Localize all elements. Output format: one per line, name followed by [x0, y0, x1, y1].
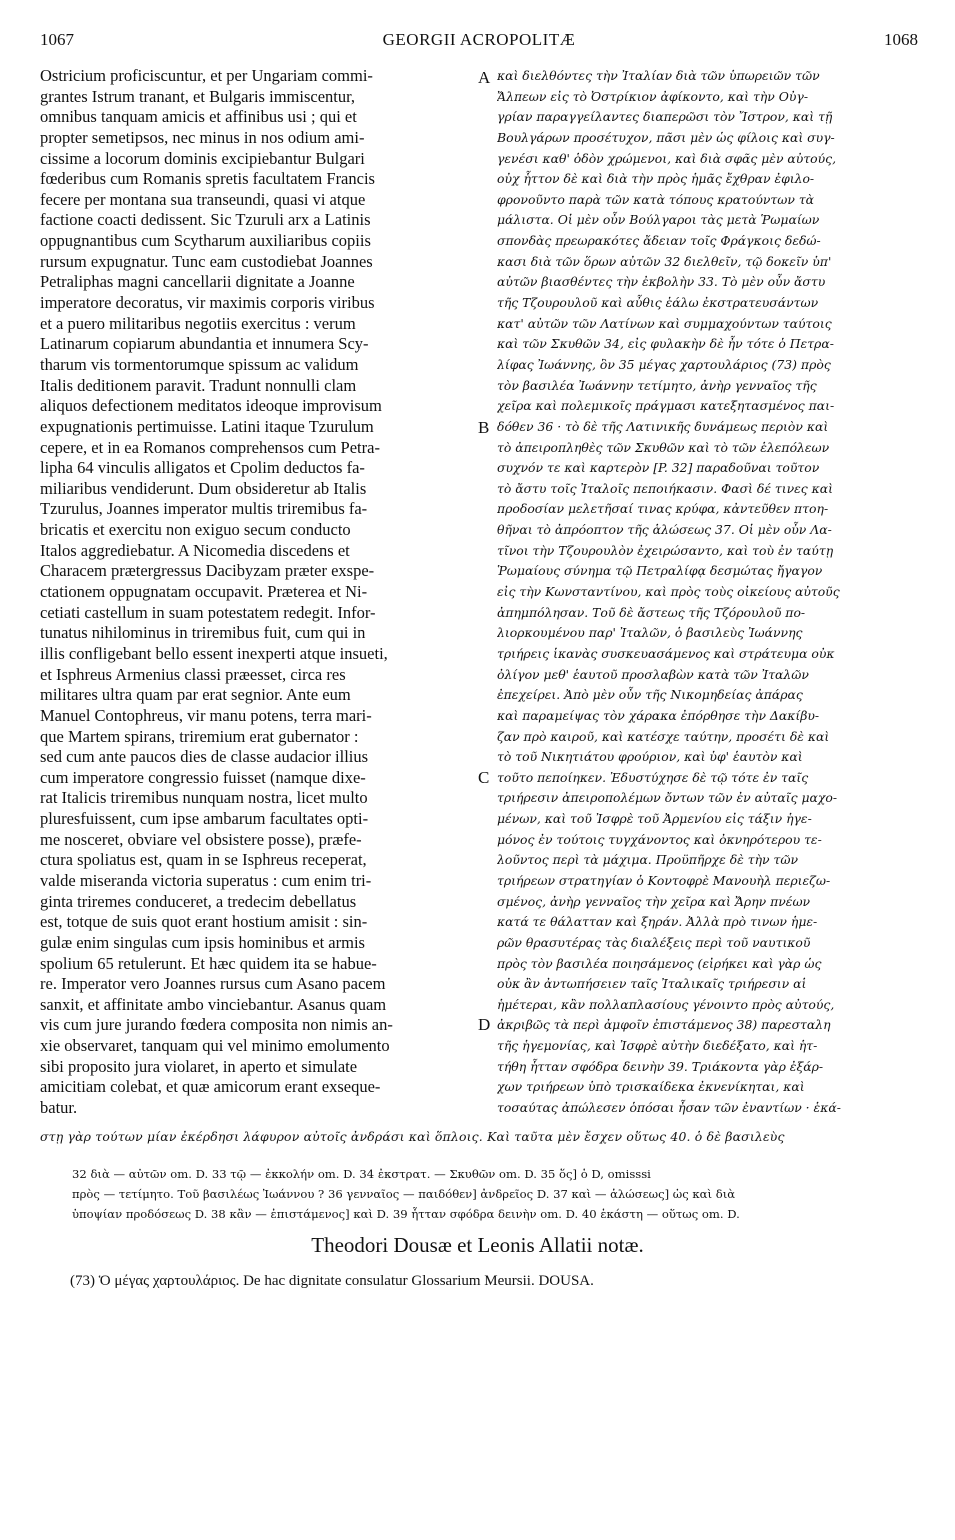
- latin-text-line: Ostricium proficiscuntur, et per Ungariam commi-: [40, 66, 373, 85]
- latin-text-line: miliaribus vendiderunt. Dum obsideretur ab Italis: [40, 478, 367, 498]
- greek-text-line: καὶ παραμείψας τὸν χάρακα ἐπόρθησε τὴν Δακίβυ-: [497, 707, 820, 723]
- greek-text-line: εἰς τὴν Κωνσταντίνου, καὶ πρὸς τοὺς οἰκείους αὐτοῦς: [497, 584, 840, 600]
- notes-heading: Theodori Dousæ et Leonis Allatii notæ.: [311, 1233, 644, 1257]
- latin-text-line: batur.: [40, 1098, 78, 1118]
- latin-text-line: sibi proposito jura violaret, in aperto et simulate: [40, 1056, 358, 1076]
- running-title: GEORGII ACROPOLITÆ: [382, 30, 576, 49]
- latin-text-line: Petraliphas magni cancellarii dignitate a Joanne: [40, 272, 355, 292]
- latin-text-line: vis cum jure jurando fœdera composita non nimis an-: [40, 1015, 393, 1035]
- greek-text-line: ὀλίγον μεθ' ἑαυτοῦ προσλαβὼν κατὰ τῶν Ἰταλῶν: [497, 666, 809, 682]
- latin-text-line: xie observaret, tanquam qui vel minimo emolumento: [40, 1036, 390, 1056]
- latin-text-line: ctura spoliatus est, quam in se Isphreus receperat,: [40, 850, 367, 870]
- latin-text-line: que Martem spirans, triremium erat gubernator :: [40, 726, 359, 746]
- latin-text-line: me nosceret, obviare vel obsistere posse), præfe-: [40, 829, 362, 849]
- greek-text-line: Ῥωμαίους σύνημα τῷ Πετραλίφᾳ δεσμώτας ἤγαγον: [497, 563, 823, 579]
- latin-text-line: omnibus tanquam amicis et affinibus usi ; qui et: [40, 107, 357, 127]
- greek-text-line: αὐτῶν βιασθέντες τὴν ἐκβολὴν 33. Τὸ μὲν οὖν ἄστυ: [497, 274, 826, 290]
- latin-text-line: lipha 64 vinculis alligatos et Cpolim deductos fa-: [40, 458, 365, 478]
- greek-text-line: τῆς Τζουρουλοῦ καὶ αὖθις ἑάλω ἐκστρατευσάντων: [497, 295, 819, 311]
- greek-text-line: τὸ τοῦ Νικητιάτου φρούριον, καὶ ὑφ' ἑαυτὸν καὶ: [497, 749, 803, 765]
- footnote-line: πρὸς — τετίμητο. Τοῦ βασιλέως Ἰωάννου ? 36 γενναῖος — παιδόθεν] ἀνδρεῖος D. 37 καὶ — ἁλώσεως] ὡς καὶ διὰ: [72, 1187, 736, 1201]
- greek-text-line: Ἄλπεων εἰς τὸ Ὀστρίκιον ἀφίκοντο, καὶ τὴν Οὐγ-: [497, 88, 809, 104]
- footnotes: [72, 1164, 922, 1224]
- greek-text-line: κατά τε θάλατταν καὶ ξηράν. Ἀλλὰ πρὸ τινων ἡμε-: [497, 914, 818, 930]
- greek-text-line: πρὸς τὸν βασιλέα ποιησάμενος (εἰρήκει καὶ γὰρ ὡς: [497, 955, 822, 971]
- margin-marker-c: C: [478, 768, 490, 787]
- greek-text-line: τὸ ἀπειροπληθὲς τῶν Σκυθῶν καὶ τὸ τῶν ἑλεπόλεων: [497, 439, 830, 455]
- greek-text-line: φρονοῦντο παρὰ τῶν κατὰ τόπους κρατούντων τὰ: [497, 191, 815, 207]
- greek-text-line: οὐκ ἂν ἀντωπήσειεν ταῖς Ἰταλικαῖς τριήρεσιν αἱ: [497, 976, 807, 992]
- latin-text-line: ginta triremes conduceret, a tredecim debellatus: [40, 891, 357, 911]
- latin-text-line: amicitiam colebat, et quæ amicorum erant exseque-: [40, 1077, 381, 1097]
- greek-text-line: δόθεν 36 · τὸ δὲ τῆς Λατινικῆς δυνάμεως περιὸν καὶ: [497, 418, 829, 434]
- latin-text-line: Tzurulus, Joannes imperator multis triremibus fa-: [40, 499, 368, 519]
- latin-text-line: cum imperatore congressio fuisset (namque dixe-: [40, 767, 366, 787]
- greek-text-line: χεῖρα καὶ πολεμικοῖς πράγμασι κατεξητασμένος παι-: [497, 398, 835, 414]
- editor-note: (73) Ὁ μέγας χαρτουλάριος. De hac dignitate consulatur Glossarium Meursii. DOUSA.: [70, 1273, 594, 1289]
- greek-text-line: σμένος, ἀνὴρ γενναῖος τὴν χεῖρα καὶ Ἄρην πνέων: [497, 893, 811, 909]
- latin-text-line: et Isphreus Armenius classi præesset, circa res: [40, 664, 346, 684]
- greek-column: [497, 66, 921, 1119]
- greek-text-line: τοῦτο πεποίηκεν. Ἐδυστύχησε δὲ τῷ τότε ἐν ταῖς: [497, 769, 809, 785]
- greek-text-line: προδοσίαν μελετῆσαί τινας κρύφα, κἀντεῦθεν πτοη-: [497, 501, 829, 517]
- latin-text-line: oppugnantibus cum Scytharum auxiliaribus copiis: [40, 231, 371, 251]
- greek-text-line: καὶ διελθόντες τὴν Ἰταλίαν διὰ τῶν ὑπωρειῶν τῶν: [497, 68, 820, 83]
- latin-text-line: illis confligebant bello essent inexperti atque insueti,: [40, 643, 388, 663]
- greek-text-line: ἀκριβῶς τὰ περὶ ἀμφοῖν ἐπιστάμενος 38) παρεσταλη: [497, 1017, 831, 1033]
- greek-text-line: λοῦντος περὶ τὰ μάχιμα. Προϋπῆρχε δὲ τὴν τῶν: [497, 852, 799, 868]
- latin-column: [40, 66, 472, 1119]
- latin-text-line: fœderibus cum Romanis spretis facultatem Francis: [40, 169, 375, 189]
- greek-text-line: τῖνοι τὴν Τζουρουλὸν ἐχειρώσαντο, καὶ τοὺ ἐν ταύτῃ: [497, 542, 834, 558]
- greek-text-line: τὸ ἄστυ τοῖς Ἰταλοῖς πεποιήκασιν. Φασὶ δέ τινες καὶ: [497, 480, 834, 496]
- latin-text-line: tunatus nihilominus in triremibus fuit, cum qui in: [40, 623, 366, 643]
- footnote-line: ὑποψίαν προδόσεως D. 38 κἂν — ἐπιστάμενος] καὶ D. 39 ἧτταν σφόδρα δεινὴν om. D. 40 ἑκάστη — οὕτως om. D.: [72, 1207, 740, 1221]
- greek-text-line: ρῶν θρασυτέρας τὰς διαλέξεις περὶ τοῦ ναυτικοῦ: [497, 934, 811, 950]
- greek-text-line: λιορκουμένου παρ' Ἰταλῶν, ὁ βασιλεὺς Ἰωάννης: [497, 625, 803, 641]
- latin-text-line: est, totque de suis quot erant hostium amisit : sin-: [40, 912, 368, 932]
- latin-text-line: propter semetipsos, nec minus in nos odium ami-: [40, 127, 365, 147]
- latin-text-line: bricatis et exercitu non exiguo secum conducto: [40, 520, 351, 540]
- latin-text-line: sanxit, et affinitate ambo vinciebantur. Asanus quam: [40, 994, 387, 1014]
- greek-text-line: τριήρεις ἱκανὰς συσκευασάμενος καὶ στράτευμα οὐκ: [497, 645, 835, 661]
- latin-text-line: cetiati castellum in suam potestatem redegit. Infor-: [40, 602, 376, 622]
- greek-text-line: ζαν πρὸ καιροῦ, καὶ κατέσχε ταύτην, προσέτι δὲ καὶ: [497, 728, 830, 744]
- latin-text-line: cissime a locorum dominis excipiebantur Bulgari: [40, 148, 365, 168]
- margin-marker-a: A: [478, 68, 491, 87]
- greek-text-line: καὶ τῶν Σκυθῶν 34, εἰς φυλακὴν δὲ ἦν τότε ὁ Πετρα-: [497, 336, 834, 352]
- latin-text-line: militares ultra quam par erat segnior. Ante eum: [40, 685, 351, 705]
- greek-text-line: τῆς ἡγεμονίας, καὶ Ἰσφρὲ αὐτὴν διεδέξατο, καὶ ἡτ-: [497, 1038, 818, 1054]
- latin-text-line: rursum expugnatur. Tunc eam custodiebat Joannes: [40, 251, 373, 271]
- latin-text-line: factione coacti dedissent. Sic Tzuruli arx a Latinis: [40, 210, 371, 230]
- margin-marker-b: B: [478, 418, 490, 437]
- greek-text-line: ἡμέτεραι, κἂν πολλαπλασίους γένοιντο πρὸς αὐτούς,: [497, 996, 835, 1012]
- latin-text-line: cepere, et in ea Romanos comprehensos cum Petra-: [40, 437, 380, 457]
- left-page-number: 1067: [40, 30, 74, 49]
- greek-text-line: λίφας Ἰωάννης, ὃν 35 μέγας χαρτουλάριος (73) πρὸς: [497, 356, 831, 372]
- greek-text-line: Βουλγάρων προσέτυχον, πᾶσι μὲν ὡς φίλοις καὶ συγ-: [497, 129, 835, 145]
- latin-text-line: grantes Istrum tranant, et Bulgaris immiscentur,: [40, 86, 356, 106]
- greek-text-line: κατ' αὐτῶν τῶν Λατίνων καὶ συμμαχούντων ταύτοις: [497, 315, 832, 331]
- latin-text-line: Italis deditionem paravit. Tradunt nonnulli clam: [40, 375, 357, 395]
- footnote-line: 32 διὰ — αὐτῶν om. D. 33 τῷ — ἐκκολήν om. D. 34 ἐκστρατ. — Σκυθῶν om. D. 35 ὅς] ὁ D, omisssi: [72, 1167, 651, 1181]
- latin-text-line: pluresfuissent, cum ipse ambarum facultates opti-: [40, 809, 369, 829]
- greek-text-line: τὸν βασιλέα Ἰωάννην τετίμητο, ἀνὴρ γενναῖος τῆς: [497, 377, 817, 393]
- running-header: [40, 30, 918, 56]
- greek-text-line: ἐπεχείρει. Ἀπὸ μὲν οὖν τῆς Νικομηδείας ἀπάρας: [497, 687, 803, 703]
- greek-text-line: συχνόν τε καὶ καρτερὸν [P. 32] παραδοῦναι τοῦτον: [497, 460, 820, 476]
- greek-text-line: θῆναι τὸ ἀπρόοπτον τῆς ἁλώσεως 37. Οἱ μὲν οὖν Λα-: [497, 522, 832, 538]
- latin-text-line: ctationem oppugnatam occupavit. Præterea et Ni-: [40, 582, 368, 602]
- greek-text-line: κασι διὰ τῶν ὅρων αὐτῶν 32 διελθεῖν, τῷ δοκεῖν ὑπ': [497, 253, 832, 269]
- latin-text-line: sed cum ante paucos dies de classe audacior illius: [40, 747, 369, 767]
- greek-text-line: ἀπημπόλησαν. Τοῦ δὲ ἄστεως τῆς Τζόρουλοῦ πο-: [497, 604, 806, 620]
- latin-text-line: re. Imperator vero Joannes rursus cum Asano pacem: [40, 974, 386, 994]
- latin-text-line: rat Italicis triremibus nunquam nostra, licet multo: [40, 788, 368, 808]
- greek-text-line: γρίαν παραγγείλαντες διαπερῶσι τὸν Ἴστρον, καὶ τῇ: [497, 109, 833, 125]
- greek-text-line: μόνος ἐν τούτοις τυγχάνοντος καὶ ὀκνηρότερου τε-: [497, 831, 822, 847]
- latin-text-line: et a puero militaribus negotiis exercitus : verum: [40, 313, 356, 333]
- latin-text-line: valde miseranda victoria superatus : cum enim tri-: [40, 870, 372, 890]
- latin-text-line: spolium 65 retulerunt. Et hæc quidem ita se habue-: [40, 953, 377, 973]
- greek-text-line: μένων, καὶ τοῦ Ἰσφρὲ τοῦ Ἀρμενίου εἰς τάξιν ἡγε-: [497, 811, 812, 827]
- latin-text-line: aliquos defectionem meditatos ideoque improvisum: [40, 396, 382, 416]
- greek-text-line: γενέσι καθ' ὁδὸν χρώμενοι, καὶ διὰ σφᾶς μὲν αὐτούς,: [497, 150, 837, 166]
- latin-text-line: imperatore decoratus, vir maximis corporis viribus: [40, 293, 375, 313]
- latin-text-line: Latinarum copiarum abundantia et innumera Scy-: [40, 334, 369, 354]
- greek-text-line: τριήρεων στρατηγίαν ὁ Κοντοφρὲ Μανουὴλ περιεζω-: [497, 872, 831, 888]
- greek-text-line: σπονδὰς πρεωρακότες ἄδειαν τοῖς Φράγκοις δεδώ-: [497, 233, 821, 249]
- greek-text-line: τήθη ἧτταν σφόδρα δεινὴν 39. Τριάκοντα γὰρ ἐξάρ-: [497, 1058, 824, 1074]
- latin-text-line: Characem prætergressus Dacibyzam præter exspe-: [40, 561, 375, 581]
- greek-text-line: μάλιστα. Οἱ μὲν οὖν Βούλγαροι τὰς μετὰ Ῥωμαίων: [497, 212, 820, 228]
- latin-text-line: fecere per montana sua transeundi, quasi vi atque: [40, 189, 366, 209]
- latin-text-line: Manuel Contophreus, vir manu potens, terra mari-: [40, 705, 372, 725]
- margin-marker-d: D: [478, 1015, 491, 1034]
- right-page-number: 1068: [884, 30, 918, 49]
- latin-text-line: Italos aggrediebatur. A Nicomedia discedens et: [40, 540, 350, 560]
- greek-text-line: τοσαύτας ἀπώλεσεν ὁπόσαι ἦσαν τῶν ἐναντίων · ἑκά-: [497, 1100, 841, 1116]
- greek-text-line: οὐχ ἧττον δὲ καὶ διὰ τὴν πρὸς ἡμᾶς ἔχθραν ἐφιλο-: [497, 171, 815, 187]
- greek-text-line: τριήρεσιν ἀπειροπολέμων ὄντων τῶν ἐν αὐταῖς μαχο-: [497, 790, 838, 806]
- greek-text-line: χων τριήρεων ὑπὸ τρισκαίδεκα ἐκνενίκηται, καὶ: [497, 1079, 805, 1095]
- latin-text-line: expugnationis pertimuisse. Latini itaque Tzurulum: [40, 416, 374, 436]
- full-width-greek-line: στῃ γὰρ τούτων μίαν ἐκέρδησι λάφυρον αὐτοῖς ἀνδράσι καὶ ὅπλοις. Καὶ ταῦτα μὲν ἔσχεν οὕτως 40. ὁ δὲ βασιλεὺς: [40, 1129, 785, 1144]
- latin-text-line: gulæ enim singulas cum ipsis hominibus et armis: [40, 932, 365, 952]
- latin-text-line: tharum vis tormentorumque spissum ac validum: [40, 354, 359, 374]
